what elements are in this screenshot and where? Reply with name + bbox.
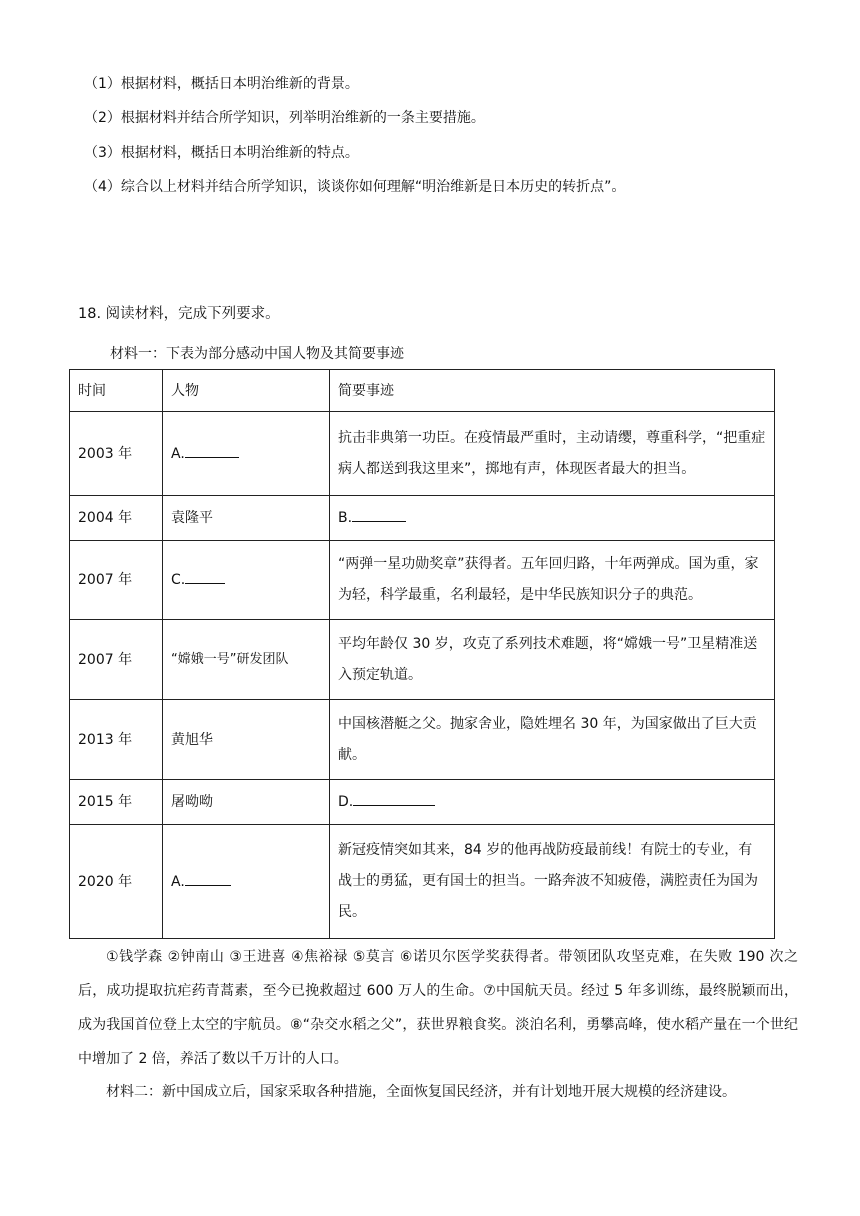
row-deeds: 平均年龄仅 30 岁，攻克了系列技术难题，将“嫦娥一号”卫星精准送入预定轨道。 bbox=[330, 620, 775, 700]
header-person: 人物 bbox=[163, 370, 330, 412]
table-row bbox=[70, 700, 775, 780]
row-deeds: “两弹一星功勋奖章”获得者。五年回归路，十年两弹成。国为重，家为轻，科学最重，名利最轻，是中华民族知识分子的典范。 bbox=[330, 541, 775, 620]
question-4: （4）综合以上材料并结合所学知识，谈谈你如何理解“明治维新是日本历史的转折点”。 bbox=[84, 179, 626, 195]
row-year: 2020 年 bbox=[70, 825, 163, 939]
answer-blank[interactable] bbox=[185, 871, 231, 886]
table-row bbox=[70, 620, 775, 700]
figures-table bbox=[69, 369, 775, 939]
table-row bbox=[70, 825, 775, 939]
row-person: 袁隆平 bbox=[163, 496, 330, 541]
row-person: 黄旭华 bbox=[163, 700, 330, 780]
row-deeds: 新冠疫情突如其来，84 岁的他再战防疫最前线！有院士的专业，有战士的勇猛，更有国士的担当。一路奔波不知疲倦，满腔责任为国为民。 bbox=[330, 825, 775, 939]
row-deeds-blank bbox=[330, 496, 775, 541]
row-person: 屠呦呦 bbox=[163, 780, 330, 825]
row-year: 2007 年 bbox=[70, 620, 163, 700]
row-person-blank bbox=[163, 412, 330, 496]
header-deeds: 简要事迹 bbox=[330, 370, 775, 412]
answer-label-d: D. bbox=[338, 794, 354, 810]
table-row bbox=[70, 541, 775, 620]
material-1-intro: 材料一：下表为部分感动中国人物及其简要事迹 bbox=[110, 346, 404, 362]
answer-label-a: A. bbox=[171, 873, 185, 890]
question-18-title: 18. 阅读材料，完成下列要求。 bbox=[78, 306, 280, 322]
table-header-row bbox=[70, 370, 775, 412]
options-paragraph: ①钱学森 ②钟南山 ③王进喜 ④焦裕禄 ⑤莫言 ⑥诺贝尔医学奖获得者。带领团队攻坚克难，在失败 190 次之后，成功提取抗疟药青蒿素，至今已挽救超过 600 万人的生命。⑦中国航天员。经过 5 年多训练，最终脱颖而出，成为我国首位登上太空的宇航员。⑧“杂交水稻之父”，获世界粮食奖。淡泊名利，勇攀高峰，使水稻产量在一个世纪中增加了 2 倍，养活了数以千万计的人口。 bbox=[78, 949, 798, 1067]
row-year: 2007 年 bbox=[70, 541, 163, 620]
material-2: 材料二：新中国成立后，国家采取各种措施，全面恢复国民经济，并有计划地开展大规模的经济建设。 bbox=[106, 1084, 736, 1100]
answer-blank[interactable] bbox=[353, 791, 435, 806]
table-row bbox=[70, 496, 775, 541]
row-person-blank bbox=[163, 541, 330, 620]
answer-blank[interactable] bbox=[185, 569, 225, 584]
table-row bbox=[70, 780, 775, 825]
question-3: （3）根据材料，概括日本明治维新的特点。 bbox=[84, 145, 359, 161]
question-1: （1）根据材料，概括日本明治维新的背景。 bbox=[84, 76, 359, 92]
question-2: （2）根据材料并结合所学知识，列举明治维新的一条主要措施。 bbox=[84, 110, 485, 126]
row-year: 2015 年 bbox=[70, 780, 163, 825]
answer-label-b: B. bbox=[338, 510, 353, 526]
row-person-blank bbox=[163, 825, 330, 939]
row-deeds-blank bbox=[330, 780, 775, 825]
row-deeds: 中国核潜艇之父。抛家舍业，隐姓埋名 30 年，为国家做出了巨大贡献。 bbox=[330, 700, 775, 780]
header-time: 时间 bbox=[70, 370, 163, 412]
answer-label-c: C. bbox=[171, 572, 186, 588]
answer-blank[interactable] bbox=[185, 443, 239, 458]
row-year: 2003 年 bbox=[70, 412, 163, 496]
row-person: “嫦娥一号”研发团队 bbox=[163, 620, 330, 700]
row-year: 2004 年 bbox=[70, 496, 163, 541]
answer-blank[interactable] bbox=[352, 507, 406, 522]
answer-label-a: A. bbox=[171, 445, 185, 462]
table-row bbox=[70, 412, 775, 496]
row-year: 2013 年 bbox=[70, 700, 163, 780]
row-deeds: 抗击非典第一功臣。在疫情最严重时，主动请缨，尊重科学，“把重症病人都送到我这里来”，掷地有声，体现医者最大的担当。 bbox=[330, 412, 775, 496]
